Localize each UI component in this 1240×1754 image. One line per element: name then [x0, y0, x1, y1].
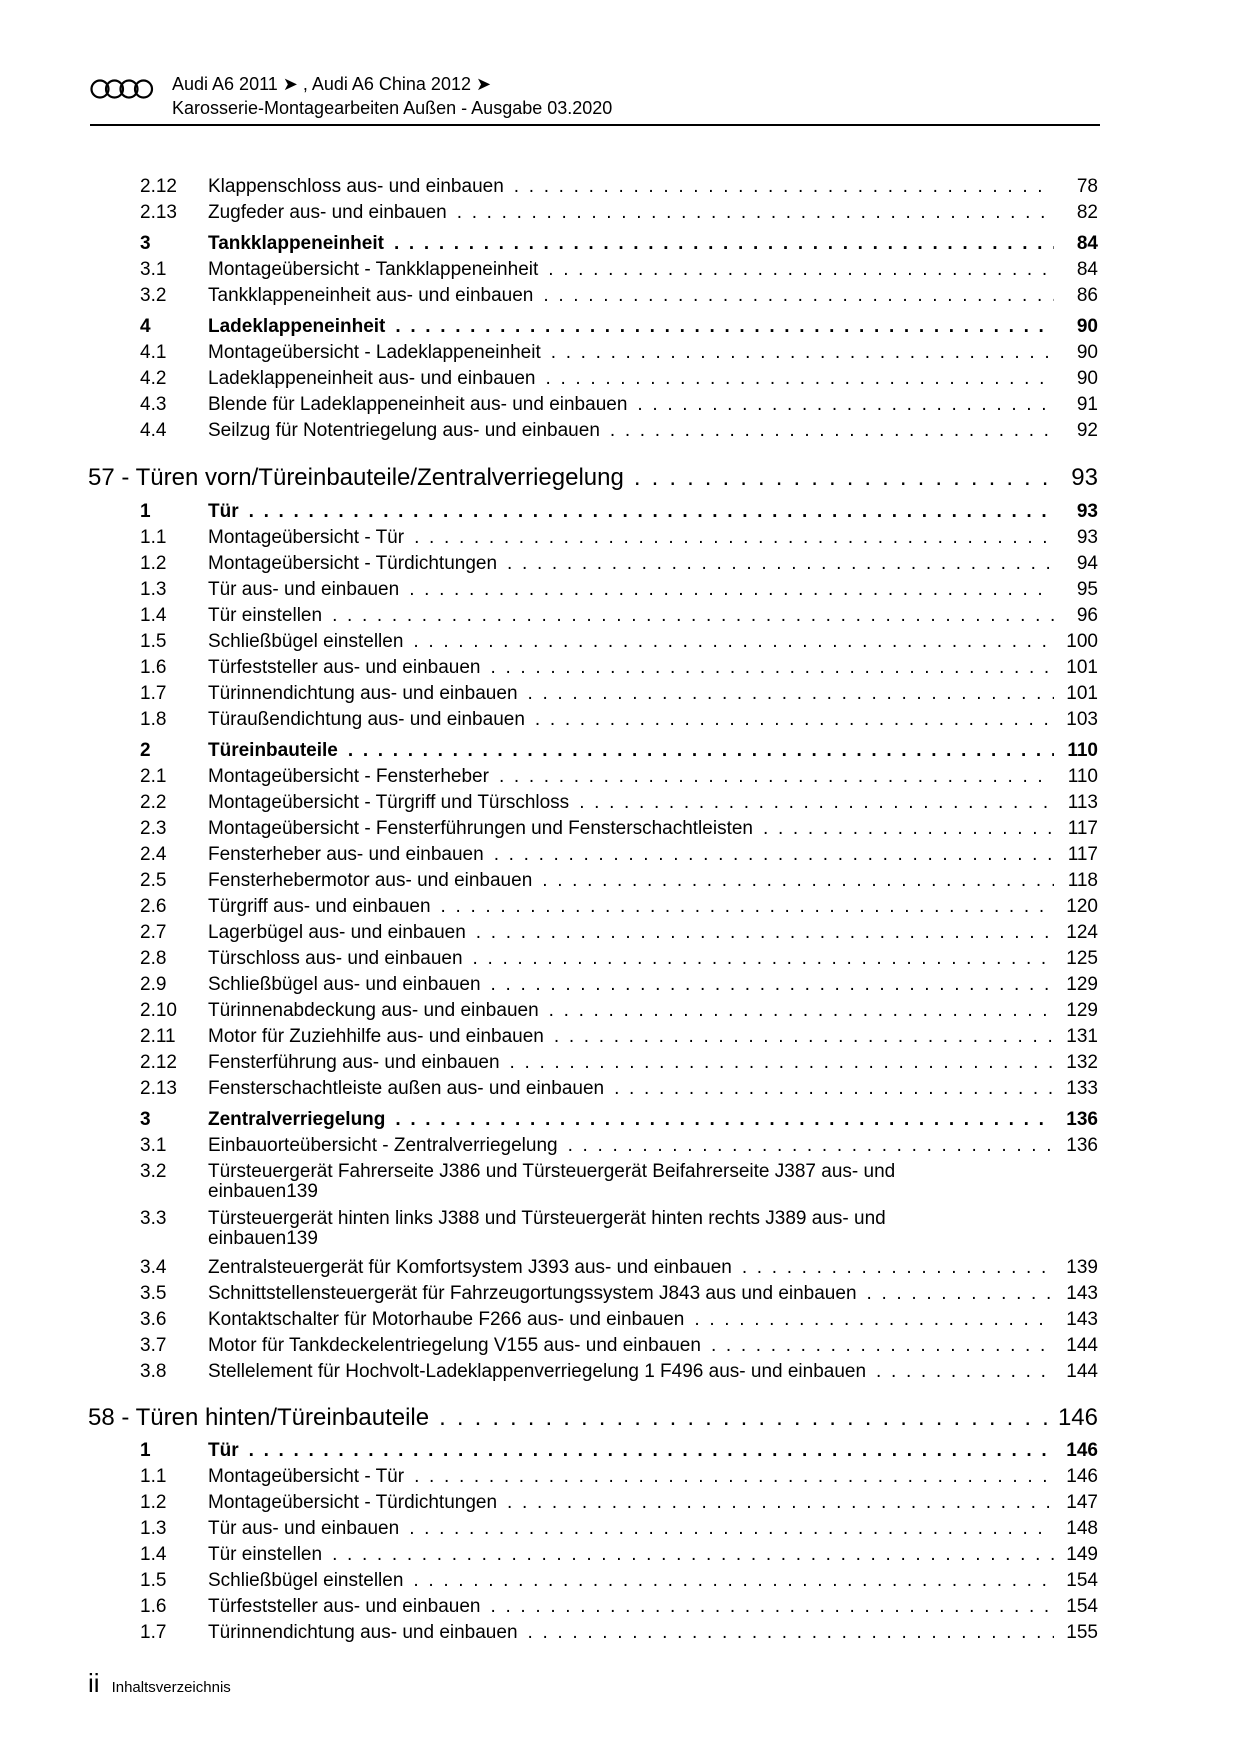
- toc-entry[interactable]: [140, 766, 1098, 788]
- toc-entry[interactable]: [140, 683, 1098, 705]
- entry-number: 3.4: [140, 1257, 167, 1278]
- entry-number: 4.4: [140, 420, 167, 441]
- entry-number: 2.1: [140, 766, 167, 787]
- entry-number: 2.10: [140, 1000, 177, 1021]
- entry-title: Tankklappeneinheit aus- und einbauen: [208, 285, 534, 306]
- toc-entry[interactable]: [140, 527, 1098, 549]
- entry-number: 3: [140, 233, 151, 254]
- entry-number: 2.7: [140, 922, 167, 943]
- toc-entry[interactable]: [140, 420, 1098, 442]
- entry-title: Fensterhebermotor aus- und einbauen: [208, 870, 533, 891]
- entry-title: Montageübersicht - Türdichtungen: [208, 1492, 498, 1513]
- entry-page: 144: [1066, 1335, 1098, 1356]
- dot-leader: [348, 740, 1054, 762]
- entry-page: 136: [1066, 1109, 1098, 1130]
- entry-page: 86: [1076, 285, 1098, 306]
- dot-leader: [554, 1026, 1054, 1048]
- entry-page: 139: [286, 1228, 318, 1249]
- entry-page: 110: [1067, 740, 1098, 761]
- entry-number: 4.1: [140, 342, 167, 363]
- chapter-title: 58 - Türen hinten/Türeinbauteile: [88, 1404, 430, 1431]
- dot-leader: [551, 342, 1054, 364]
- dot-leader: [634, 464, 1054, 492]
- toc-section-entry[interactable]: [140, 740, 1098, 762]
- entry-title: Montageübersicht - Fensterführungen und Fensterschachtleisten: [208, 818, 753, 839]
- dot-leader: [514, 176, 1054, 198]
- toc-entry[interactable]: [140, 818, 1098, 840]
- entry-page: 113: [1067, 792, 1098, 813]
- toc-section-entry[interactable]: [140, 501, 1098, 523]
- entry-number: 2.13: [140, 1078, 177, 1099]
- entry-title: Türfeststeller aus- und einbauen: [208, 1596, 481, 1617]
- entry-title: Tür einstellen: [208, 1544, 323, 1565]
- entry-page: 91: [1076, 394, 1098, 415]
- entry-page: 90: [1076, 316, 1098, 337]
- toc-entry[interactable]: [140, 1283, 1098, 1305]
- entry-title: Montageübersicht - Türgriff und Türschloss: [208, 792, 570, 813]
- dot-leader: [491, 657, 1055, 679]
- dot-leader: [473, 948, 1054, 970]
- entry-number: 4.2: [140, 368, 167, 389]
- toc-entry[interactable]: [140, 1052, 1098, 1074]
- entry-page: 139: [1066, 1257, 1098, 1278]
- dot-leader: [548, 259, 1054, 281]
- toc-entry[interactable]: [140, 1622, 1098, 1644]
- entry-page: 90: [1076, 368, 1098, 389]
- entry-number: 1.6: [140, 1596, 167, 1617]
- entry-page: 101: [1066, 683, 1098, 704]
- dot-leader: [763, 818, 1054, 840]
- entry-title: Zentralverriegelung: [208, 1109, 386, 1130]
- dot-leader: [457, 202, 1054, 224]
- entry-title: Schließbügel einstellen: [208, 1570, 404, 1591]
- entry-title: Türinnenabdeckung aus- und einbauen: [208, 1000, 539, 1021]
- dot-leader: [395, 1109, 1054, 1131]
- entry-number: 3: [140, 1109, 151, 1130]
- toc-entry[interactable]: [140, 1596, 1098, 1618]
- dot-leader: [332, 605, 1054, 627]
- entry-page: 154: [1066, 1596, 1098, 1617]
- entry-title: Seilzug für Notentriegelung aus- und einbauen: [208, 420, 600, 441]
- entry-title: Kontaktschalter für Motorhaube F266 aus- und einbauen: [208, 1309, 685, 1330]
- entry-page: 84: [1076, 259, 1098, 280]
- entry-title: Fensterschachtleiste außen aus- und einbauen: [208, 1078, 605, 1099]
- entry-number: 3.7: [140, 1335, 167, 1356]
- dot-leader: [507, 553, 1054, 575]
- entry-title: Blende für Ladeklappeneinheit aus- und einbauen: [208, 394, 628, 415]
- entry-title: Tür einstellen: [208, 605, 323, 626]
- entry-number: 3.1: [140, 259, 167, 280]
- entry-page: 94: [1076, 553, 1098, 574]
- dot-leader: [441, 896, 1054, 918]
- entry-number: 1: [140, 1440, 151, 1461]
- toc-section-entry[interactable]: [140, 1109, 1098, 1131]
- dot-leader: [876, 1361, 1054, 1383]
- entry-page: 136: [1066, 1135, 1098, 1156]
- entry-title: Türfeststeller aus- und einbauen: [208, 657, 481, 678]
- toc-entry[interactable]: [140, 605, 1098, 627]
- entry-title: Einbauorteübersicht - Zentralverriegelung: [208, 1135, 558, 1156]
- toc-entry[interactable]: [140, 870, 1098, 892]
- entry-title-line2: einbauen: [208, 1181, 287, 1202]
- dot-leader: [510, 1052, 1054, 1074]
- footer-label: Inhaltsverzeichnis: [111, 1679, 231, 1696]
- entry-page: 103: [1066, 709, 1098, 730]
- entry-title-line2: einbauen: [208, 1228, 287, 1249]
- entry-page: 144: [1066, 1361, 1098, 1382]
- entry-number: 2.4: [140, 844, 167, 865]
- entry-page: 132: [1066, 1052, 1098, 1073]
- toc-entry[interactable]: [140, 553, 1098, 575]
- header-edition-line: Karosserie-Montagearbeiten Außen - Ausgabe 03.2020: [172, 98, 613, 118]
- toc-entry[interactable]: [140, 1466, 1098, 1488]
- entry-number: 1.2: [140, 553, 167, 574]
- dot-leader: [528, 683, 1054, 705]
- toc-entry[interactable]: [140, 1078, 1098, 1100]
- entry-number: 2: [140, 740, 151, 761]
- entry-number: 1.7: [140, 1622, 167, 1643]
- toc-entry[interactable]: [140, 1492, 1098, 1514]
- entry-title: Motor für Tankdeckelentriegelung V155 aus- und einbauen: [208, 1335, 701, 1356]
- entry-title: Montageübersicht - Tür: [208, 527, 405, 548]
- entry-title: Türeinbauteile: [208, 740, 338, 761]
- entry-page: 90: [1076, 342, 1098, 363]
- dot-leader: [543, 285, 1054, 307]
- entry-number: 2.13: [140, 202, 177, 223]
- entry-title: Zugfeder aus- und einbauen: [208, 202, 447, 223]
- dot-leader: [694, 1309, 1054, 1331]
- entry-title: Ladeklappeneinheit aus- und einbauen: [208, 368, 536, 389]
- entry-page: 131: [1066, 1026, 1098, 1047]
- header-model-line: Audi A6 2011 ➤ , Audi A6 China 2012 ➤: [172, 74, 492, 94]
- entry-title: Schließbügel einstellen: [208, 631, 404, 652]
- dot-leader: [507, 1492, 1054, 1514]
- entry-title: Türinnendichtung aus- und einbauen: [208, 1622, 518, 1643]
- toc-entry[interactable]: [140, 896, 1098, 918]
- dot-leader: [409, 579, 1054, 601]
- entry-page: 110: [1067, 766, 1098, 787]
- entry-page: 146: [1066, 1440, 1098, 1461]
- entry-title: Montageübersicht - Tankklappeneinheit: [208, 259, 539, 280]
- dot-leader: [549, 1000, 1054, 1022]
- entry-page: 117: [1067, 818, 1098, 839]
- dot-leader: [414, 1466, 1054, 1488]
- toc-entry[interactable]: [140, 176, 1098, 198]
- entry-number: 1.2: [140, 1492, 167, 1513]
- entry-page: 92: [1076, 420, 1098, 441]
- entry-number: 1.4: [140, 1544, 167, 1565]
- toc-entry[interactable]: [140, 792, 1098, 814]
- entry-title: Tür: [208, 501, 239, 522]
- dot-leader: [499, 766, 1054, 788]
- toc-entry[interactable]: [140, 1544, 1098, 1566]
- entry-title: Schnittstellensteuergerät für Fahrzeugortungssystem J843 aus und einbauen: [208, 1283, 857, 1304]
- entry-number: 2.8: [140, 948, 167, 969]
- entry-page: 124: [1066, 922, 1098, 943]
- entry-page: 143: [1066, 1283, 1098, 1304]
- entry-title: Fensterführung aus- und einbauen: [208, 1052, 500, 1073]
- entry-page: 101: [1066, 657, 1098, 678]
- entry-title: Klappenschloss aus- und einbauen: [208, 176, 504, 197]
- entry-title: Montageübersicht - Fensterheber: [208, 766, 489, 787]
- entry-title: Tankklappeneinheit: [208, 233, 384, 254]
- dot-leader: [476, 922, 1054, 944]
- entry-number: 1.1: [140, 527, 167, 548]
- dot-leader: [413, 1570, 1054, 1592]
- entry-title: Türaußendichtung aus- und einbauen: [208, 709, 525, 730]
- toc-chapter-entry[interactable]: [88, 1404, 1098, 1432]
- toc-section-entry[interactable]: [140, 316, 1098, 338]
- entry-title: Türgriff aus- und einbauen: [208, 896, 431, 917]
- entry-page: 100: [1066, 631, 1098, 652]
- toc-entry[interactable]: [140, 657, 1098, 679]
- entry-number: 2.9: [140, 974, 167, 995]
- toc-entry[interactable]: [140, 974, 1098, 996]
- dot-leader: [494, 844, 1054, 866]
- chapter-page: 93: [1071, 464, 1098, 491]
- entry-number: 1.6: [140, 657, 167, 678]
- entry-title: Türinnendichtung aus- und einbauen: [208, 683, 518, 704]
- entry-title: Montageübersicht - Ladeklappeneinheit: [208, 342, 541, 363]
- entry-number: 1.5: [140, 631, 167, 652]
- entry-page: 93: [1076, 501, 1098, 522]
- chapter-page: 146: [1057, 1404, 1098, 1431]
- entry-title: Stellelement für Hochvolt-Ladeklappenverriegelung 1 F496 aus- und einbauen: [208, 1361, 867, 1382]
- toc-entry[interactable]: [140, 1026, 1098, 1048]
- entry-title: Motor für Zuziehhilfe aus- und einbauen: [208, 1026, 544, 1047]
- dot-leader: [637, 394, 1054, 416]
- toc-entry[interactable]: [140, 1135, 1098, 1157]
- dot-leader: [414, 527, 1054, 549]
- toc-section-entry[interactable]: [140, 233, 1098, 255]
- entry-number: 3.2: [140, 1161, 167, 1182]
- entry-page: 82: [1076, 202, 1098, 223]
- entry-page: 129: [1066, 1000, 1098, 1021]
- page-header: [90, 72, 1100, 126]
- entry-title: Tür: [208, 1440, 239, 1461]
- entry-title: Schließbügel aus- und einbauen: [208, 974, 481, 995]
- toc-entry[interactable]: [140, 1570, 1098, 1592]
- page-footer: [88, 1668, 231, 1699]
- entry-number: 4: [140, 316, 151, 337]
- toc-entry[interactable]: [140, 259, 1098, 281]
- entry-number: 1.8: [140, 709, 167, 730]
- entry-title: Lagerbügel aus- und einbauen: [208, 922, 466, 943]
- entry-number: 2.5: [140, 870, 167, 891]
- dot-leader: [711, 1335, 1054, 1357]
- entry-number: 2.12: [140, 1052, 177, 1073]
- entry-number: 3.3: [140, 1208, 167, 1229]
- entry-page: 146: [1066, 1466, 1098, 1487]
- dot-leader: [528, 1622, 1054, 1644]
- toc-entry[interactable]: [140, 368, 1098, 390]
- toc-entry[interactable]: [140, 202, 1098, 224]
- entry-number: 2.11: [140, 1026, 176, 1047]
- entry-page: 78: [1076, 176, 1098, 197]
- entry-page: 118: [1067, 870, 1098, 891]
- toc-entry[interactable]: [140, 844, 1098, 866]
- toc-entry[interactable]: [140, 922, 1098, 944]
- entry-number: 1.4: [140, 605, 167, 626]
- entry-number: 2.6: [140, 896, 167, 917]
- entry-number: 2.12: [140, 176, 177, 197]
- dot-leader: [491, 1596, 1055, 1618]
- dot-leader: [579, 792, 1054, 814]
- entry-number: 4.3: [140, 394, 167, 415]
- entry-title: Türschloss aus- und einbauen: [208, 948, 463, 969]
- toc-entry[interactable]: [140, 394, 1098, 416]
- dot-leader: [546, 368, 1055, 390]
- dot-leader: [614, 1078, 1054, 1100]
- entry-number: 1.5: [140, 1570, 167, 1591]
- entry-number: 3.1: [140, 1135, 167, 1156]
- entry-number: 1.3: [140, 1518, 167, 1539]
- entry-page: 93: [1076, 527, 1098, 548]
- entry-title: Zentralsteuergerät für Komfortsystem J393 aus- und einbauen: [208, 1257, 732, 1278]
- dot-leader: [249, 1440, 1054, 1462]
- toc-entry[interactable]: [140, 1518, 1098, 1540]
- dot-leader: [394, 233, 1054, 255]
- entry-page: 95: [1076, 579, 1098, 600]
- dot-leader: [413, 631, 1054, 653]
- entry-number: 1.3: [140, 579, 167, 600]
- dot-leader: [610, 420, 1054, 442]
- toc-section-entry[interactable]: [140, 1440, 1098, 1462]
- entry-page: 117: [1067, 844, 1098, 865]
- dot-leader: [395, 316, 1054, 338]
- toc-entry[interactable]: [140, 579, 1098, 601]
- toc-entry[interactable]: [140, 1257, 1098, 1279]
- dot-leader: [535, 709, 1054, 731]
- dot-leader: [491, 974, 1054, 996]
- entry-page: 133: [1066, 1078, 1098, 1099]
- dot-leader: [742, 1257, 1054, 1279]
- entry-page: 143: [1066, 1309, 1098, 1330]
- entry-page: 147: [1066, 1492, 1098, 1513]
- entry-title: Ladeklappeneinheit: [208, 316, 386, 337]
- entry-number: 2.3: [140, 818, 167, 839]
- dot-leader: [439, 1404, 1052, 1432]
- toc-entry[interactable]: [140, 1335, 1098, 1357]
- entry-page: 154: [1066, 1570, 1098, 1591]
- entry-number: 1: [140, 501, 151, 522]
- toc-chapter-entry[interactable]: [88, 464, 1098, 492]
- dot-leader: [249, 501, 1054, 523]
- dot-leader: [332, 1544, 1054, 1566]
- entry-page: 129: [1066, 974, 1098, 995]
- entry-number: 2.2: [140, 792, 167, 813]
- chapter-title: 57 - Türen vorn/Türeinbauteile/Zentralverriegelung: [88, 464, 624, 491]
- toc-entry[interactable]: [140, 1309, 1098, 1331]
- toc-entry[interactable]: [140, 1361, 1098, 1383]
- entry-page: 148: [1066, 1518, 1098, 1539]
- entry-title-line1: Türsteuergerät hinten links J388 und Türsteuergerät hinten rechts J389 aus- und: [208, 1208, 886, 1229]
- page-number: ii: [88, 1668, 100, 1698]
- dot-leader: [568, 1135, 1054, 1157]
- entry-page: 155: [1066, 1622, 1098, 1643]
- entry-page: 84: [1076, 233, 1098, 254]
- dot-leader: [409, 1518, 1054, 1540]
- entry-number: 3.2: [140, 285, 167, 306]
- dot-leader: [867, 1283, 1054, 1305]
- entry-page: 139: [286, 1181, 318, 1202]
- toc-entry[interactable]: [140, 1000, 1098, 1022]
- audi-rings-logo: [90, 78, 154, 100]
- entry-title: Montageübersicht - Tür: [208, 1466, 405, 1487]
- entry-title: Fensterheber aus- und einbauen: [208, 844, 484, 865]
- entry-page: 96: [1076, 605, 1098, 626]
- entry-title: Tür aus- und einbauen: [208, 579, 400, 600]
- toc-entry[interactable]: [140, 342, 1098, 364]
- entry-page: 120: [1066, 896, 1098, 917]
- entry-number: 3.8: [140, 1361, 167, 1382]
- entry-page: 125: [1066, 948, 1098, 969]
- entry-number: 3.5: [140, 1283, 167, 1304]
- entry-title: Tür aus- und einbauen: [208, 1518, 400, 1539]
- entry-number: 1.1: [140, 1466, 167, 1487]
- entry-page: 149: [1066, 1544, 1098, 1565]
- toc-entry[interactable]: [140, 285, 1098, 307]
- entry-number: 3.6: [140, 1309, 167, 1330]
- toc-entry[interactable]: [140, 631, 1098, 653]
- dot-leader: [542, 870, 1054, 892]
- entry-title: Montageübersicht - Türdichtungen: [208, 553, 498, 574]
- entry-title-line1: Türsteuergerät Fahrerseite J386 und Türsteuergerät Beifahrerseite J387 aus- und: [208, 1161, 896, 1182]
- entry-number: 1.7: [140, 683, 167, 704]
- toc-entry[interactable]: [140, 709, 1098, 731]
- toc-entry[interactable]: [140, 948, 1098, 970]
